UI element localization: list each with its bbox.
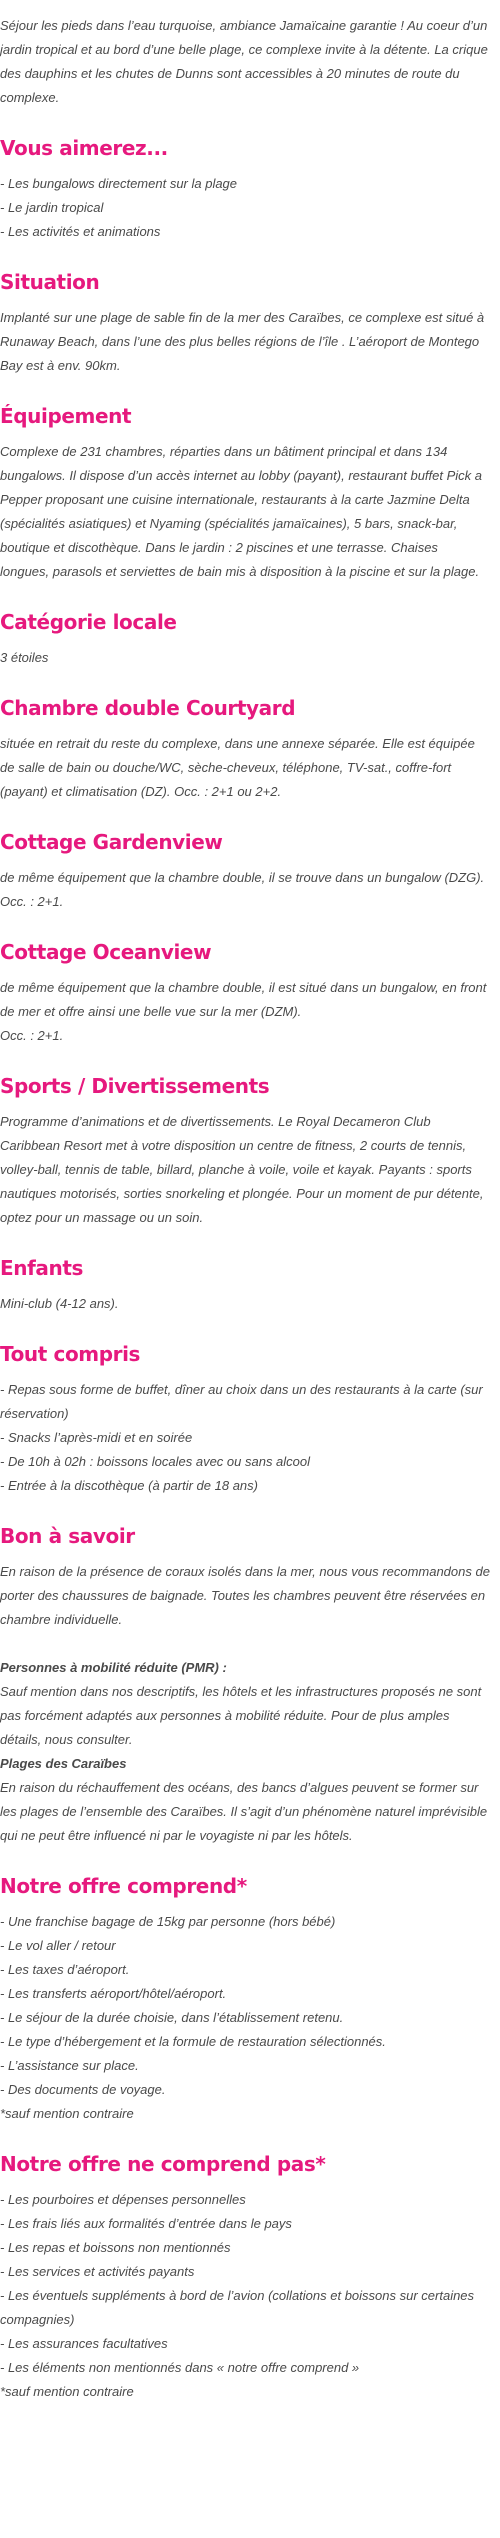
section-title: Bon à savoir xyxy=(0,1524,135,1548)
section-text: Programme d’animations et de divertissements. Le Royal Decameron Club Caribbean Resort met à votre disposition un centre de fitness, 2 courts de tennis, volley-ball, tennis de table, billard, planche à voile, voile et kayak. Payants : sports nautiques motorisés, sorties snorkeling et plongée. Pour un moment de pur détente, optez pour un massage ou un soin. xyxy=(0,1114,484,1225)
section-offre-comprend xyxy=(0,1872,490,2126)
not-included-list xyxy=(0,2188,490,2380)
plages-title: Plages des Caraïbes xyxy=(0,1756,127,1771)
list-item: - Les taxes d’aéroport. xyxy=(0,1962,130,1977)
list-item: - Snacks l’après-midi et en soirée xyxy=(0,1430,193,1445)
list-item: - Le séjour de la durée choisie, dans l’établissement retenu. xyxy=(0,2010,344,2025)
section-situation xyxy=(0,268,490,378)
list-item: - Entrée à la discothèque (à partir de 18 ans) xyxy=(0,1478,258,1493)
list-item: - Les pourboires et dépenses personnelles xyxy=(0,2192,246,2207)
section-title: Situation xyxy=(0,270,100,294)
section-tout-compris xyxy=(0,1340,490,1498)
footnote: *sauf mention contraire xyxy=(0,2384,134,2399)
list-item: - Les bungalows directement sur la plage xyxy=(0,176,238,191)
section-equipement xyxy=(0,402,490,584)
list-item: - Les éventuels suppléments à bord de l’avion (collations et boissons sur certaines compagnies) xyxy=(0,2288,475,2327)
list-item: - De 10h à 02h : boissons locales avec ou sans alcool xyxy=(0,1454,311,1469)
pmr-text: Sauf mention dans nos descriptifs, les hôtels et les infrastructures proposés ne sont pas forcément adaptés aux personnes à mobilité réduite. Pour de plus amples détails, nous consulter. xyxy=(0,1684,482,1747)
all-inclusive-list xyxy=(0,1378,490,1498)
spacer xyxy=(0,1632,490,1656)
section-title: Catégorie locale xyxy=(0,610,177,634)
list-item: - Les éléments non mentionnés dans « notre offre comprend » xyxy=(0,2360,360,2375)
list-item: - L’assistance sur place. xyxy=(0,2058,139,2073)
pmr-title: Personnes à mobilité réduite (PMR) : xyxy=(0,1660,227,1675)
list-item: - Les transferts aéroport/hôtel/aéroport. xyxy=(0,1986,227,2001)
footnote: *sauf mention contraire xyxy=(0,2106,134,2121)
list-item: - Les activités et animations xyxy=(0,224,161,239)
section-title: Cottage Oceanview xyxy=(0,940,212,964)
included-list xyxy=(0,1910,490,2102)
section-text: Complexe de 231 chambres, réparties dans un bâtiment principal et dans 134 bungalows. Il dispose d’un accès internet au lobby (payant), restaurant buffet Pick a Pepper proposant une cuisine internationale, restaurants à la carte Jazmine Delta (spécialités asiatiques) et Nyaming (spécialités jamaïcaines), 5 bars, snack-bar, boutique et discothèque. Dans le jardin : 2 piscines et une terrasse. Chaises longues, parasols et serviettes de bain mis à disposition à la piscine et sur la plage. xyxy=(0,444,483,579)
section-enfants xyxy=(0,1254,490,1316)
section-text: En raison de la présence de coraux isolés dans la mer, nous vous recommandons de porter des chaussures de baignade. Toutes les chambres peuvent être réservées en chambre individuelle. xyxy=(0,1564,490,1627)
highlights-list xyxy=(0,172,490,244)
list-item: - Le vol aller / retour xyxy=(0,1938,116,1953)
section-title: Vous aimerez... xyxy=(0,136,168,160)
list-item: - Les assurances facultatives xyxy=(0,2336,168,2351)
list-item: - Le type d’hébergement et la formule de restauration sélectionnés. xyxy=(0,2034,386,2049)
section-categorie xyxy=(0,608,490,670)
section-text: Mini-club (4-12 ans). xyxy=(0,1296,119,1311)
section-text: située en retrait du reste du complexe, dans une annexe séparée. Elle est équipée de salle de bain ou douche/WC, sèche-cheveux, téléphone, TV-sat., coffre-fort (payant) et climatisation (DZ). Occ. : 2+1 ou 2+2. xyxy=(0,736,475,799)
list-item: - Repas sous forme de buffet, dîner au choix dans un des restaurants à la carte (sur réservation) xyxy=(0,1382,483,1421)
section-text: 3 étoiles xyxy=(0,650,49,665)
section-oceanview xyxy=(0,938,490,1048)
list-item: - Des documents de voyage. xyxy=(0,2082,166,2097)
section-title: Cottage Gardenview xyxy=(0,830,223,854)
plages-text: En raison du réchauffement des océans, des bancs d’algues peuvent se former sur les plages de l’ensemble des Caraïbes. Il s’agit d’un phénomène naturel imprévisible qui ne peut être influencé ni par le voyagiste ni par les hôtels. xyxy=(0,1780,488,1843)
list-item: - Les frais liés aux formalités d’entrée dans le pays xyxy=(0,2216,292,2231)
list-item: - Une franchise bagage de 15kg par personne (hors bébé) xyxy=(0,1914,336,1929)
section-title: Tout compris xyxy=(0,1342,141,1366)
list-item: - Le jardin tropical xyxy=(0,200,104,215)
section-sports xyxy=(0,1072,490,1230)
section-vous-aimerez xyxy=(0,134,490,244)
section-gardenview xyxy=(0,828,490,914)
section-text: Implanté sur une plage de sable fin de la mer des Caraïbes, ce complexe est situé à Runaway Beach, dans l’une des plus belles régions de l’île . L’aéroport de Montego Bay est à env. 90km. xyxy=(0,310,485,373)
section-bon-a-savoir xyxy=(0,1522,490,1848)
intro-text: Séjour les pieds dans l’eau turquoise, ambiance Jamaïcaine garantie ! Au coeur d’un jardin tropical et au bord d’une belle plage, ce complexe invite à la détente. La crique des dauphins et les chutes de Dunns sont accessibles à 20 minutes de route du complexe. xyxy=(0,18,488,105)
section-title: Chambre double Courtyard xyxy=(0,696,296,720)
section-text: de même équipement que la chambre double, il se trouve dans un bungalow (DZG). Occ. : 2+1. xyxy=(0,870,485,909)
occupancy-text: Occ. : 2+1. xyxy=(0,1028,64,1043)
section-title: Notre offre ne comprend pas* xyxy=(0,2152,326,2176)
section-title: Notre offre comprend* xyxy=(0,1874,247,1898)
section-chambre-double xyxy=(0,694,490,804)
list-item: - Les services et activités payants xyxy=(0,2264,195,2279)
section-title: Équipement xyxy=(0,404,132,428)
section-offre-ne-comprend-pas xyxy=(0,2150,490,2404)
section-title: Sports / Divertissements xyxy=(0,1074,270,1098)
section-text: de même équipement que la chambre double, il est situé dans un bungalow, en front de mer et offre ainsi une belle vue sur la mer (DZM). xyxy=(0,980,487,1019)
section-title: Enfants xyxy=(0,1256,84,1280)
list-item: - Les repas et boissons non mentionnés xyxy=(0,2240,231,2255)
